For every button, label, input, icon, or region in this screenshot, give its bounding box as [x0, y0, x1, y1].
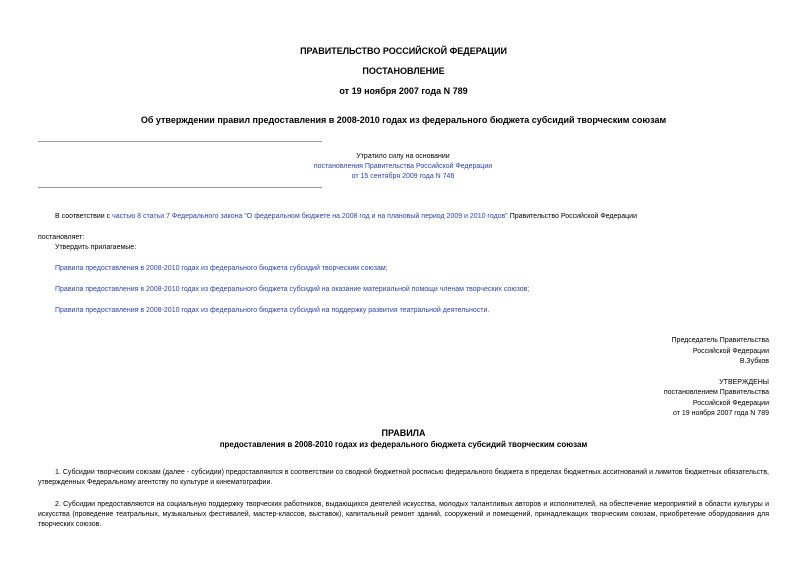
- document-title: Об утверждении правил предоставления в 2008-2010 годах из федерального бюджета субсидий творческим союзам: [140, 115, 667, 125]
- preamble-prefix: В соответствии с: [55, 213, 113, 220]
- document-type: ПОСТАНОВЛЕНИЕ: [362, 66, 445, 76]
- status-note-date-link[interactable]: от 15 сентября 2009 года N 746: [351, 173, 455, 180]
- rules-paragraph-2: 2. Субсидии предоставляются на социальную поддержку творческих работников, выдающихся деятелей искусства, молодых талантливых авторов и исполнителей, на обеспечение мероприятий в области культуры и искусства (проведение театральных, музыкальных фестивалей, мастер-классов, выставок), капитальный ремонт зданий, сооружений и помещений, принадлежащих творческим союзам, приобретение оборудования для творческих союзов.: [38, 501, 769, 528]
- rules-paragraph-1: 1. Субсидии творческим союзам (далее - субсидии) предоставляются в соответствии со сводной бюджетной росписью федерального бюджета в пределах бюджетных ассигнований и лимитов бюджетных обязательств, утвержденных Федеральному агентству по культуре и кинематографии.: [38, 469, 769, 486]
- signature-country: Российской Федерации: [692, 348, 769, 355]
- rules-link-1[interactable]: Правила предоставления в 2008-2010 годах из федерального бюджета субсидий творческим союзам;: [55, 265, 388, 272]
- rules-title: ПРАВИЛА: [381, 428, 426, 438]
- approved-country: Российской Федерации: [692, 400, 769, 407]
- rules-link-2[interactable]: Правила предоставления в 2008-2010 годах из федерального бюджета субсидий на оказание материальной помощи членам творческих союзов;: [55, 286, 530, 293]
- government-heading: ПРАВИТЕЛЬСТВО РОССИЙСКОЙ ФЕДЕРАЦИИ: [300, 46, 507, 56]
- signature-name: В.Зубков: [739, 358, 769, 365]
- status-note-line1: Утратило силу на основании: [356, 153, 450, 160]
- approve-line: Утвердить прилагаемые:: [55, 244, 137, 251]
- preamble-suffix: Правительство Российской Федерации: [507, 213, 637, 220]
- signature-title: Председатель Правительства: [671, 337, 769, 344]
- preamble: [55, 212, 637, 222]
- approved-by: постановлением Правительства: [663, 389, 769, 396]
- document-date-number: от 19 ноября 2007 года N 789: [339, 86, 468, 96]
- rules-subtitle: предоставления в 2008-2010 годах из федерального бюджета субсидий творческим союзам: [219, 440, 588, 449]
- decrees-word: постановляет:: [38, 234, 85, 241]
- federal-law-link[interactable]: частью 8 статьи 7 Федерального закона "О федеральном бюджете на 2008 год и на плановый период 2009 и 2010 годов": [112, 213, 508, 220]
- approved-date: от 19 ноября 2007 года N 789: [673, 410, 769, 417]
- divider-top: [38, 141, 322, 142]
- approved-heading: УТВЕРЖДЕНЫ: [719, 379, 769, 386]
- rules-link-3[interactable]: Правила предоставления в 2008-2010 годах из федерального бюджета субсидий на поддержку развития театральной деятельности.: [55, 307, 490, 314]
- divider-bottom: [38, 187, 322, 188]
- status-note-link[interactable]: постановления Правительства Российской Федерации: [313, 163, 493, 170]
